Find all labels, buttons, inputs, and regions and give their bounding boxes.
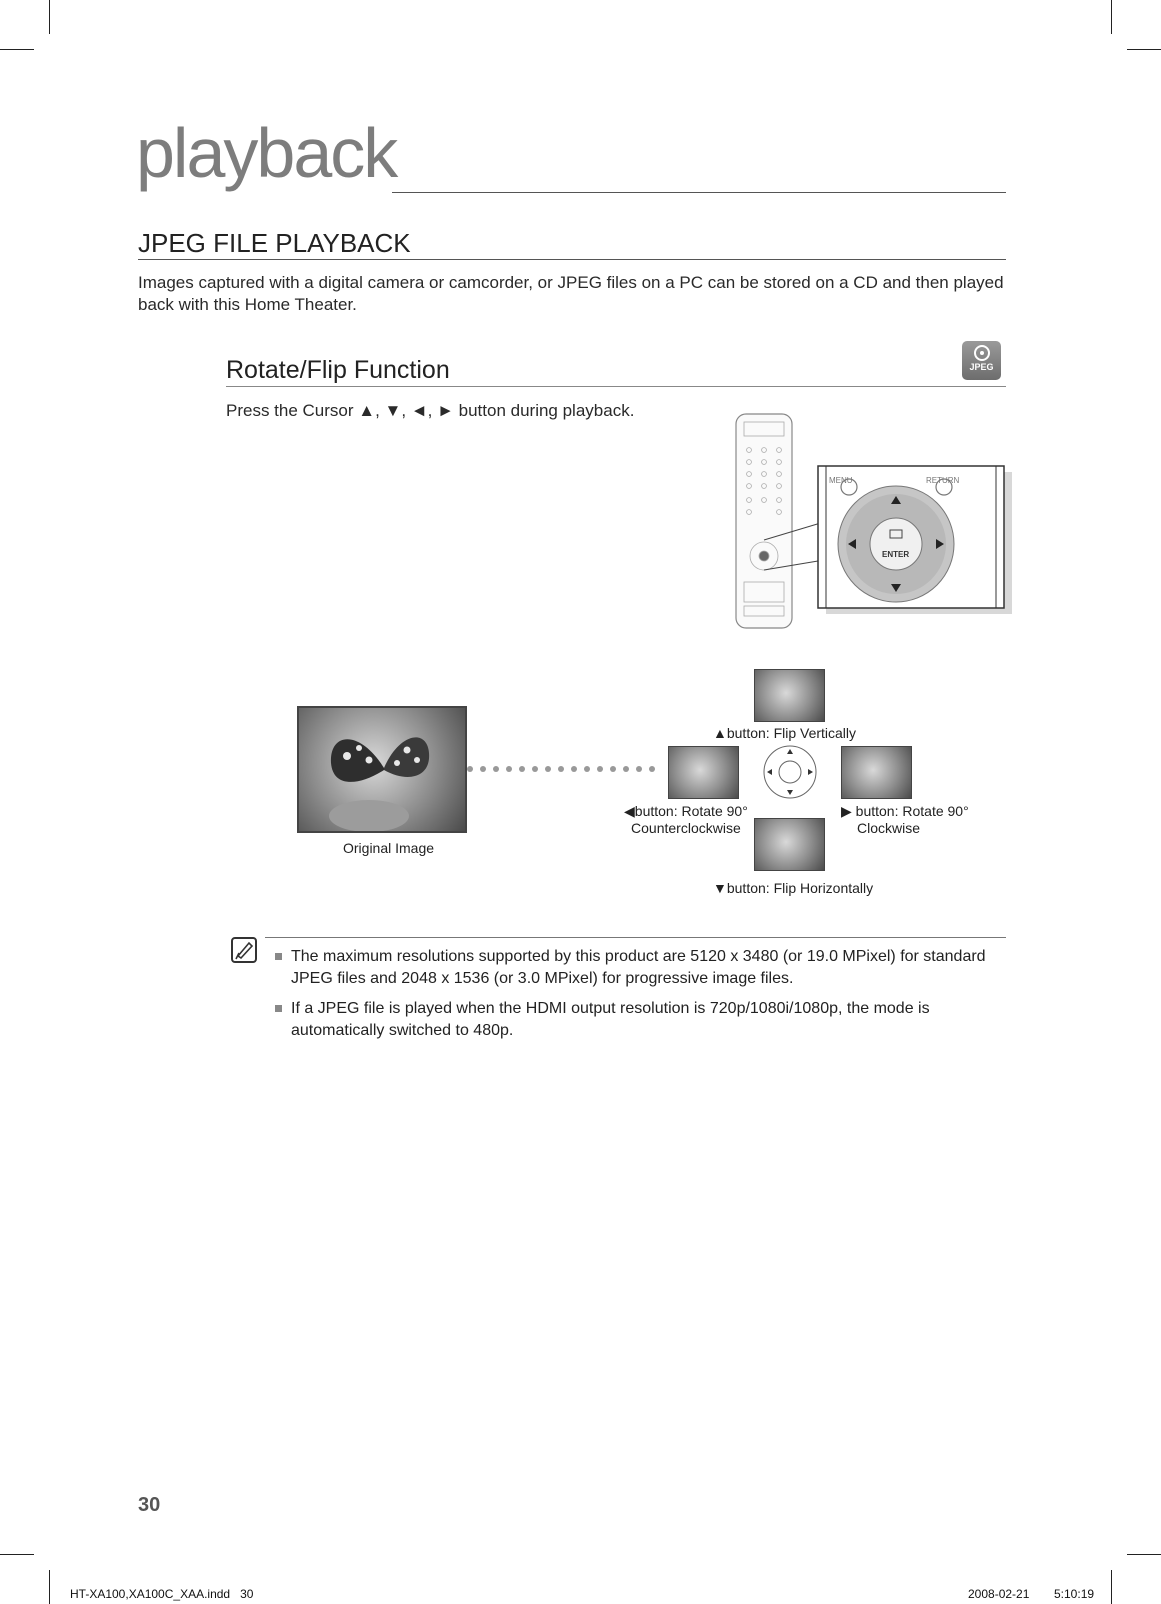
cursor-pad-icon xyxy=(762,744,818,800)
menu-label: MENU xyxy=(829,476,853,485)
section-title: playback xyxy=(136,114,397,192)
footer-date: 2008-02-21 xyxy=(968,1587,1030,1601)
down-arrow-icon: ▼ xyxy=(713,880,727,896)
heading-rule xyxy=(138,259,1006,260)
section-title-rule xyxy=(392,192,1006,193)
crop-mark xyxy=(49,1570,50,1604)
flip-horizontal-caption: ▼button: Flip Horizontally xyxy=(713,880,874,896)
note-icon xyxy=(231,937,257,963)
original-image-caption: Original Image xyxy=(343,840,435,856)
subheading-rule xyxy=(226,386,1006,387)
footer-time: 5:10:19 xyxy=(1054,1587,1095,1601)
right-arrow-icon: ▶ xyxy=(841,803,852,819)
subheading: Rotate/Flip Function xyxy=(226,356,450,384)
crop-mark xyxy=(1127,1554,1161,1555)
crop-mark xyxy=(1127,49,1161,50)
flip-horizontal-thumbnail xyxy=(754,818,825,871)
return-label: RETURN xyxy=(926,476,960,485)
instruction-text: Press the Cursor ▲, ▼, ◄, ► button during playback. xyxy=(226,401,635,420)
rotate-cw-thumbnail xyxy=(841,746,912,799)
disc-icon xyxy=(974,345,990,361)
flip-vertical-thumbnail xyxy=(754,669,825,722)
jpeg-disc-icon xyxy=(962,341,1001,380)
crop-mark xyxy=(1111,0,1112,34)
footer-filename: HT-XA100,XA100C_XAA.indd 30 xyxy=(70,1587,254,1601)
up-arrow-icon: ▲ xyxy=(713,725,727,741)
original-butterfly-image xyxy=(297,706,467,833)
note-item: The maximum resolutions supported by this product are 5120 x 3480 (or 19.0 MPixel) for standard JPEG files and 2048 x 1536 (or 3.0 MPixel) for progressive image files. xyxy=(291,948,986,987)
note-bullet xyxy=(275,1005,282,1012)
crop-mark xyxy=(0,49,34,50)
butterfly-photo-icon xyxy=(299,708,465,831)
remote-control-illustration xyxy=(700,410,1020,640)
enter-button xyxy=(870,518,922,570)
rotate-cw-caption: ▶ button: Rotate 90° Clockwise xyxy=(841,803,969,836)
jpeg-badge-label: JPEG xyxy=(969,362,994,372)
rotate-ccw-thumbnail xyxy=(668,746,739,799)
remote-body xyxy=(736,414,792,628)
page-heading: JPEG FILE PLAYBACK xyxy=(138,228,411,258)
notes-rule xyxy=(265,937,1006,938)
rotate-ccw-caption: ◀button: Rotate 90° Counterclockwise xyxy=(624,803,748,836)
crop-mark xyxy=(1111,1570,1112,1604)
dotted-connector xyxy=(466,762,662,776)
crop-mark xyxy=(49,0,50,34)
intro-paragraph: Images captured with a digital camera or camcorder, or JPEG files on a PC can be stored on a CD and then played back with this Home Theater. xyxy=(138,273,1004,314)
enter-label: ENTER xyxy=(882,550,910,559)
crop-mark xyxy=(0,1554,34,1555)
remote-zoom-panel xyxy=(818,466,1012,614)
note-item: If a JPEG file is played when the HDMI output resolution is 720p/1080i/1080p, the mode is automatically switched to 480p. xyxy=(291,1000,930,1039)
flip-vertical-caption: ▲button: Flip Vertically xyxy=(713,725,857,741)
left-arrow-icon: ◀ xyxy=(624,803,635,819)
page-number: 30 xyxy=(138,1494,161,1516)
note-bullet xyxy=(275,953,282,960)
